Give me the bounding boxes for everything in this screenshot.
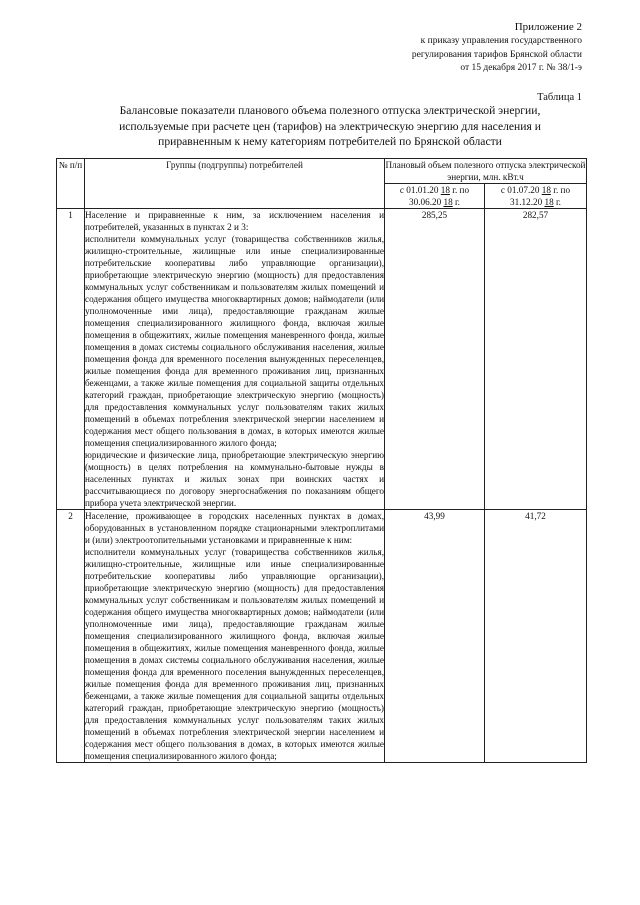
row-paragraph: Население и приравненные к ним, за исключением населения и потребителей, указанных в пунктах 2 и 3: [85, 210, 384, 232]
row-description [85, 209, 385, 510]
row-value-period-1: 285,25 [385, 209, 485, 510]
row-description [85, 510, 385, 763]
row-number: 2 [57, 510, 85, 763]
header-period-2: с 01.07.20 18 г. по 31.12.20 18 г. [485, 184, 587, 209]
row-paragraph: исполнители коммунальных услуг (товарищества собственников жилья, жилищно-строительные, жилищные или иные специализированные потребительские кооперативы либо управляющие организации), приобретающие электрическую энергию (мощность) для предоставления коммунальных услуг собственникам и пользователям жилых помещений и содержания общего имущества многоквартирных домов; наймодатели (или уполномоченные ими лица), предоставляющие гражданам жилые помещения специализированного жилищного фонда, включая жилые помещения в общежитиях, жилые помещения маневренного фонда, жилые помещения в домах системы социального обслуживания населения, жилые помещения фонда для временного поселения вынужденных переселенцев, жилые помещения фонда для временного проживания лиц, признанных беженцами, а также жилые помещения для социальной защиты отдельных категорий граждан, приобретающие электрическую энергию (мощность) для предоставления коммунальных услуг пользователям таких жилых помещений в объемах потребления электрической энергии населением и содержания мест общего пользования в домах, в которых имеются жилые помещения специализированного жилого фонда; [85, 234, 384, 448]
row-value-period-2: 41,72 [485, 510, 587, 763]
table-row [57, 209, 587, 510]
appendix-label: Приложение 2 [514, 21, 582, 33]
row-value-period-2: 282,57 [485, 209, 587, 510]
row-paragraph: юридические и физические лица, приобретающие электрическую энергию (мощность) в целях потребления на коммунально-бытовые нужды в населенных пунктах и жилых зонах при воинских частях и рассчитывающиеся по договору энергоснабжения по показаниям общего прибора учета электрической энергии. [85, 450, 384, 508]
order-line-1: к приказу управления государственного [420, 36, 582, 46]
order-line-2: регулирования тарифов Брянской области [411, 49, 582, 60]
header-volume: Плановый объем полезного отпуска электрической энергии, млн. кВт.ч [385, 160, 586, 182]
header-period-1: с 01.01.20 18 г. по 30.06.20 18 г. [385, 184, 485, 209]
title-line-2: используемые при расчете цен (тарифов) на электрическую энергию для населения и [119, 119, 541, 133]
document-title [80, 103, 580, 150]
header-groups: Группы (подгруппы) потребителей [85, 159, 385, 209]
row-value-period-1: 43,99 [385, 510, 485, 763]
table-row [57, 510, 587, 763]
row-paragraph: Население, проживающее в городских населенных пунктах в домах, оборудованных в установленном порядке стационарными электроплитами и (или) электроотопительными установками и приравненные к ним: [85, 511, 384, 545]
title-line-1: Балансовые показатели планового объема полезного отпуска электрической энергии, [119, 104, 541, 117]
table-label: Таблица 1 [537, 92, 582, 103]
balance-table [56, 158, 587, 763]
title-line-3: приравненным к нему категориям потребителей по Брянской области [158, 135, 502, 148]
order-line-3: от 15 декабря 2017 г. № 38/1-э [460, 63, 582, 73]
row-paragraph: исполнители коммунальных услуг (товарищества собственников жилья, жилищно-строительные, жилищные или иные специализированные потребительские кооперативы либо управляющие организации), приобретающие электрическую энергию (мощность) для предоставления коммунальных услуг собственникам и пользователям жилых помещений и содержания общего имущества многоквартирных домов; наймодатели (или уполномоченные ими лица), предоставляющие гражданам жилые помещения специализированного жилищного фонда, включая жилые помещения в общежитиях, жилые помещения маневренного фонда, жилые помещения в домах системы социального обслуживания населения, жилые помещения фонда для временного поселения вынужденных переселенцев, жилые помещения фонда для временного проживания лиц, признанных беженцами, а также жилые помещения для социальной защиты отдельных категорий граждан, приобретающие электрическую энергию (мощность) для предоставления коммунальных услуг пользователям таких жилых помещений в объемах потребления электрической энергии населением и содержания мест общего пользования в домах, в которых имеются жилые помещения специализированного жилого фонда; [85, 547, 384, 761]
document-header [342, 20, 582, 76]
header-num: № п/п [57, 159, 85, 209]
row-number: 1 [57, 209, 85, 510]
